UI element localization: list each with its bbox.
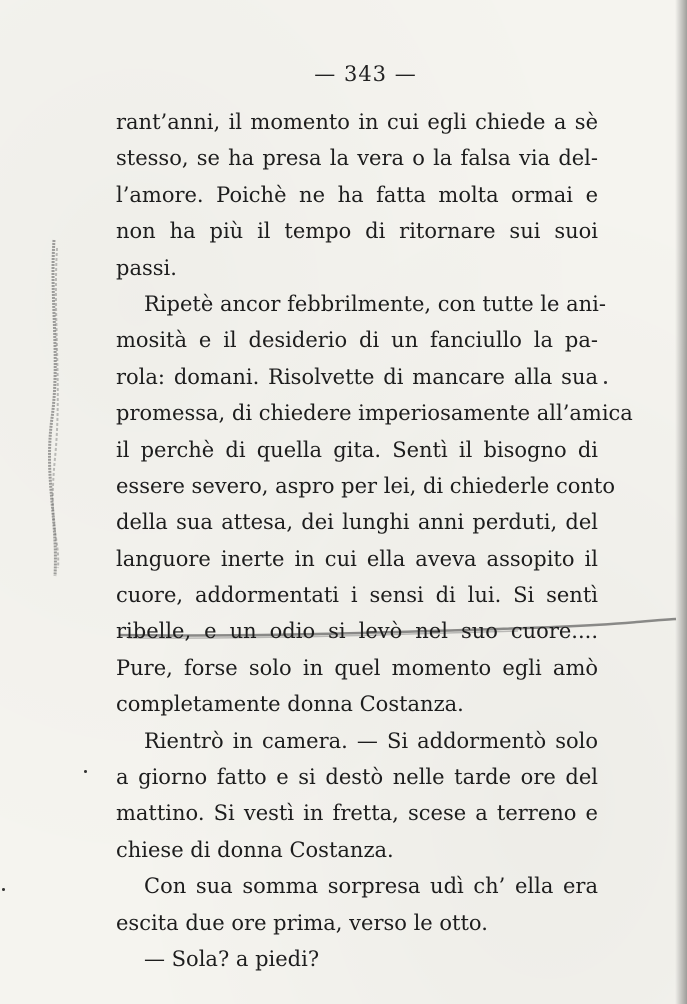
text-line: Ripetè ancor febbrilmente, con tutte le ani-: [144, 291, 606, 316]
ink-speck: [84, 770, 87, 773]
text-line: — Sola? a piedi?: [144, 946, 320, 971]
text-line: non ha più il tempo di ritornare sui suoi: [116, 219, 598, 244]
text-line: essere severo, aspro per lei, di chiederle conto: [116, 473, 615, 498]
text-line: mattino. Si vestì in fretta, scese a terreno e: [116, 801, 598, 826]
pencil-margin-mark: [40, 238, 70, 578]
body-text: [116, 104, 633, 977]
text-line: Rientrò in camera. — Si addormentò solo: [144, 728, 598, 753]
text-line: della sua attesa, dei lunghi anni perduti, del: [116, 510, 598, 535]
text-line: il perchè di quella gita. Sentì il bisogno di: [116, 437, 598, 462]
text-line: Con sua somma sorpresa udì ch’ ella era: [144, 874, 598, 899]
text-line: ribelle, e un odio si levò nel suo cuore....: [116, 619, 598, 644]
page-edge-shadow: [675, 0, 687, 1004]
text-line: a giorno fatto e si destò nelle tarde ore del: [116, 765, 598, 790]
text-line: chiese di donna Costanza.: [116, 837, 394, 862]
text-line: completamente donna Costanza.: [116, 692, 464, 717]
ink-speck: [2, 888, 5, 891]
text-line: rola: domani. Risolvette di mancare alla sua: [116, 364, 598, 389]
text-line: rant’anni, il momento in cui egli chiede a sè: [116, 110, 598, 134]
text-line: passi.: [116, 255, 177, 280]
page-number: — 343 —: [314, 62, 417, 86]
text-line: cuore, addormentati i sensi di lui. Si sentì: [116, 583, 598, 608]
text-line: Pure, forse solo in quel momento egli amò: [116, 655, 598, 680]
text-line: l’amore. Poichè ne ha fatta molta ormai e: [116, 182, 598, 207]
text-line: escita due ore prima, verso le otto.: [116, 910, 488, 935]
ink-speck: [604, 381, 607, 384]
text-line: mosità e il desiderio di un fanciullo la pa-: [116, 328, 598, 353]
text-line: languore inerte in cui ella aveva assopito il: [116, 546, 598, 571]
text-line: stesso, se ha presa la vera o la falsa via del-: [116, 146, 598, 171]
text-line: promessa, di chiedere imperiosamente all’amica: [116, 401, 633, 426]
